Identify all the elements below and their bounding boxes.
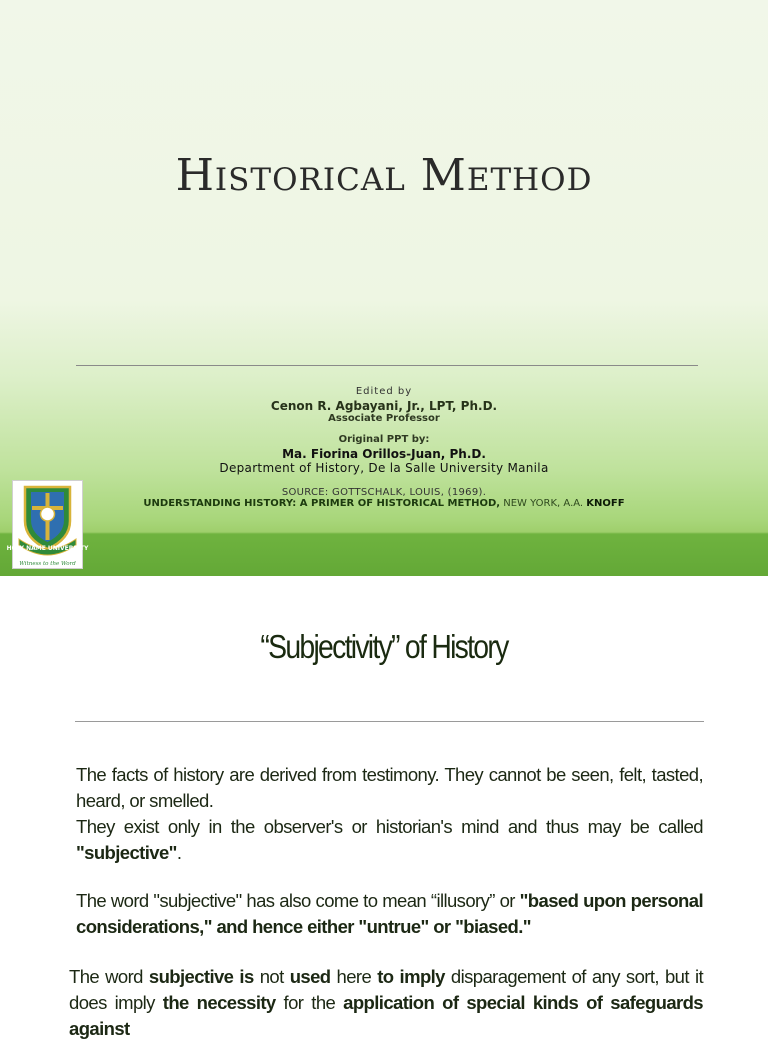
- text-run: not: [253, 966, 290, 987]
- text-run-bold: application of special kinds of safeguards: [343, 992, 703, 1013]
- text-run: here: [330, 966, 378, 987]
- university-seal-icon: [6, 481, 89, 568]
- text-run: for the: [275, 992, 344, 1013]
- original-ppt-label: Original PPT by:: [338, 434, 430, 445]
- paragraph-observer: [76, 814, 703, 866]
- logo-name: HOLY NAME UNIVERSITY: [6, 545, 89, 552]
- text-run: disparagement of any sort, but it does imply: [69, 966, 703, 1013]
- heading-divider: [75, 721, 704, 722]
- slide-title: Historical Method: [175, 150, 593, 201]
- source-citation: SOURCE: GOTTSCHALK, LOUIS, (1969).: [281, 487, 487, 498]
- title-divider: [76, 365, 698, 366]
- book-title: UNDERSTANDING HISTORY: A PRIMER OF HISTORICAL METHOD,: [143, 498, 501, 509]
- editor-name: Cenon R. Agbayani, Jr., LPT, Ph.D.: [270, 399, 498, 413]
- text-run: The word: [69, 966, 149, 987]
- credits-block: [0, 386, 768, 509]
- paragraph-testimony: The facts of history are derived from testimony. They cannot be seen, felt, tasted, heard, or smelled.: [76, 764, 703, 811]
- edited-by-label: Edited by: [355, 386, 413, 397]
- university-logo: [6, 480, 89, 569]
- text-run-bold: against: [69, 1018, 130, 1039]
- paragraph-illusory: [76, 888, 703, 940]
- text-run: .: [176, 842, 182, 863]
- content-slide: [0, 586, 768, 1039]
- text-run: They exist only in the observer's or historian's mind and thus may be called: [76, 816, 703, 837]
- editor-role: Associate Professor: [328, 413, 440, 424]
- logo-motto: Witness to the Word: [19, 561, 76, 567]
- paragraph-safeguards: [69, 964, 703, 1042]
- text-run-bold: the necessity: [162, 992, 276, 1013]
- text-run: The word "subjective" has also come to mean “illusory” or: [76, 890, 520, 911]
- text-run-bold: subjective is: [148, 966, 254, 987]
- book-publisher: KNOFF: [586, 498, 625, 509]
- department: Department of History, De la Salle University Manila: [219, 461, 549, 475]
- book-place: NEW YORK, A.A.: [500, 498, 587, 509]
- text-run-bold: used: [289, 966, 331, 987]
- text-run-bold: "based upon personal considerations," and hence either "untrue" or "biased.": [76, 890, 703, 937]
- text-run-bold: "subjective": [76, 842, 177, 863]
- text-run-bold: to imply: [377, 966, 445, 987]
- author-name: Ma. Fiorina Orillos-Juan, Ph.D.: [282, 447, 486, 461]
- slide-heading: “Subjectivity” of History: [260, 628, 508, 665]
- book-citation: [0, 498, 768, 509]
